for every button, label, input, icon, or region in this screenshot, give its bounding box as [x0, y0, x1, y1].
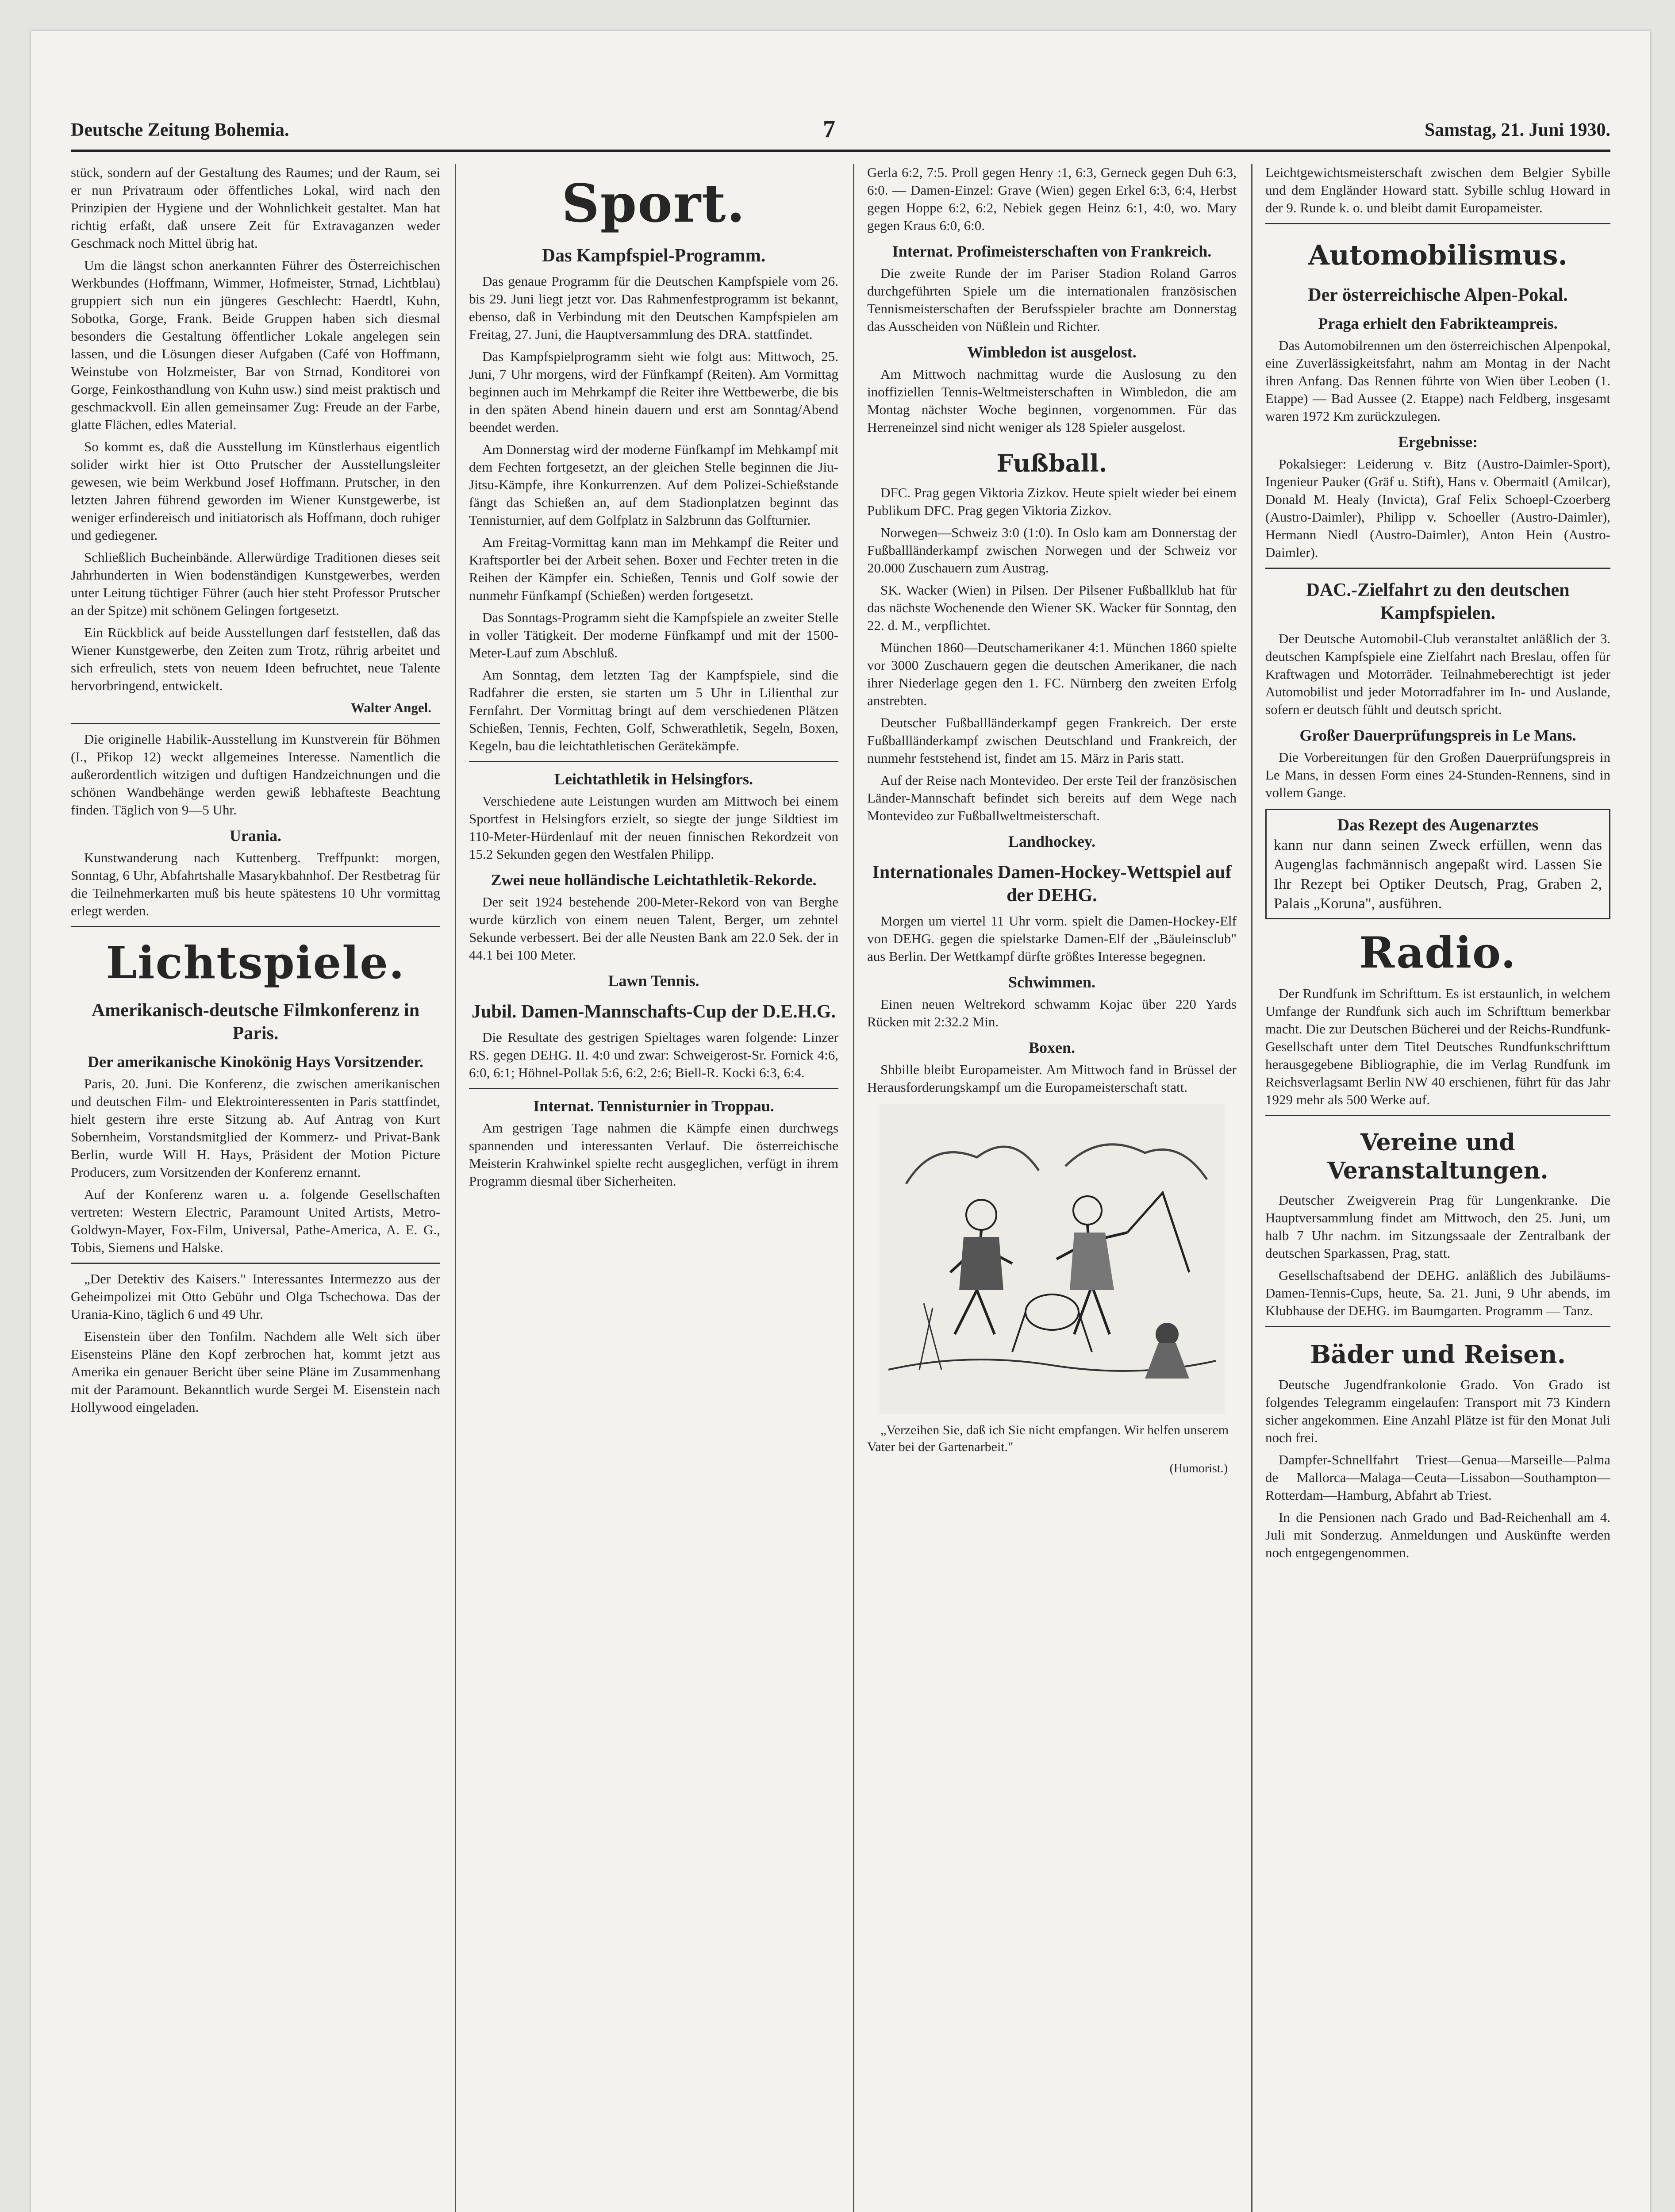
article-text: Auf der Reise nach Montevideo. Der erste Teil der französischen Länder-Mannschaft befindet sich bereits auf dem Wege nach Montevideo zur Fußballweltmeisterschaft.	[867, 772, 1237, 823]
article-headline: Internationales Damen-Hockey-Wettspiel auf der DEHG.	[872, 862, 1232, 906]
section-heading: Lawn Tennis.	[608, 972, 699, 990]
ad-text: kann nur dann seinen Zweck erfüllen, wenn das Augenglas fachmännisch angepaßt wird. Lassen Sie Ihr Rezept bei Optiker Deutsch, Prag, Graben 2, Palais „Koruna", ausführen.	[1274, 837, 1602, 912]
section-title-vereine: Vereine und Veranstaltungen.	[1327, 1129, 1548, 1184]
article-text: Verschiedene aute Leistungen wurden am Mittwoch bei einem Sportfest in Helsingfors erzielt, so siegte der junge Sildtiest im 110-Meter-Hürdenlauf mit der neuen finnischen Rekordzeit von 15.2 Sekunden gegen den Westfalen Philipp.	[469, 793, 838, 862]
ad-headline: Das Rezept des Augenarztes	[1337, 816, 1539, 834]
article-text: Gerla 6:2, 7:5. Proll gegen Henry :1, 6:3, Gerneck gegen Duh 6:3, 6:0. — Damen-Einzel: Grave (Wien) gegen Erkel 6:3, 6:4, Herbst gegen Hoppe 6:2, 6:2, Nebiek gegen Heinz 6:1, 4:0, wo. Mary gegen Kraus 6:0, 6:0.	[867, 165, 1237, 233]
article-headline: Internat. Profimeisterschaften von Frankreich.	[892, 242, 1212, 260]
section-title-baeder: Bäder und Reisen.	[1310, 1340, 1566, 1369]
divider	[1265, 568, 1610, 569]
article-headline: Internat. Tennisturnier in Troppau.	[533, 1097, 774, 1115]
article-text: Auf der Konferenz waren u. a. folgende Gesellschaften vertreten: Western Electric, Paramount United Artists, Metro-Goldwyn-Mayer, Fox-Film, Universal, Pathe-America, A. E. G., Tobis, Siemens und Halske.	[71, 1187, 440, 1255]
article-text: Die Vorbereitungen für den Großen Dauerprüfungspreis in Le Mans, in dessen Form eines 24-Stunden-Rennens, sind in vollem Gange.	[1265, 749, 1610, 800]
article-text: Das Automobilrennen um den österreichischen Alpenpokal, eine Zuverlässigkeitsfahrt, nahm am Montag in der Nacht ihren Anfang. Das Rennen führte von Wien über Leoben (1. Etappe) — Bad Aussee (2. Etappe) nach Feldberg, insgesamt waren 1972 Km zurückzulegen.	[1265, 338, 1610, 424]
section-heading: Boxen.	[1028, 1039, 1075, 1056]
article-subheadline: Der amerikanische Kinokönig Hays Vorsitzender.	[87, 1053, 424, 1071]
article-text: Pokalsieger: Leiderung v. Bitz (Austro-Daimler-Sport), Ingenieur Pauker (Gräf u. Stift), Hans v. Obermaitl (Amilcar), Donald M. Healy (Invicta), Graf Felix Schoepl-Czoerberg (Austro-Daimler), Philipp v. Schoeller (Austro-Daimler), Hermann Niedl (Austro-Daimler), Anton Hein (Austro-Daimler).	[1265, 456, 1610, 560]
cartoon-drawing	[880, 1104, 1225, 1414]
article-text: Die zweite Runde der im Pariser Stadion Roland Garros durchgeführten Spiele um die internationalen französischen Tennismeisterschaften der Berufsspieler brachte am Donnerstag das Ausscheiden von Nüßlein und Richter.	[867, 265, 1237, 334]
article-text: Der Deutsche Automobil-Club veranstaltet anläßlich der 3. deutschen Kampfspiele eine Zielfahrt nach Breslau, offen für Kraftwagen und Motorräder. Teilnahmeberechtigt ist jeder Automobilist und jeder Motorradfahrer im In- und Auslande, sofern er deutsch fühlt und deutsch spricht.	[1265, 631, 1610, 717]
article-headline: Großer Dauerprüfungspreis in Le Mans.	[1299, 726, 1576, 744]
column-2	[469, 164, 838, 2212]
article-text: Paris, 20. Juni. Die Konferenz, die zwischen amerikanischen und deutschen Film- und Elektrointeressenten in Paris stattfindet, hielt gestern ihre erste Sitzung ab. Auf Antrag von Kurt Sobernheim, Vorstandsmitglied der Kommerz- und Privat-Bank Berlin, wurde Will H. Hays, Präsident der Motion Picture Producers, zum Vorsitzenden der Konferenz ernannt.	[71, 1076, 440, 1180]
article-text: München 1860—Deutschamerikaner 4:1. München 1860 spielte vor 3000 Zuschauern gegen die deutschen Amerikaner, die nach ihrer Niederlage gegen den 1. FC. Nürnberg den zweiten Erfolg anstrebten.	[867, 640, 1237, 708]
article-text: Am Mittwoch nachmittag wurde die Auslosung zu den inoffiziellen Tennis-Weltmeisterschaften in Wimbledon, die am Montag nächster Woche beginnen, vorgenommen. Für das Herreneinzel sind nicht weniger als 128 Spieler ausgelost.	[867, 366, 1237, 435]
section-heading: Urania.	[230, 827, 281, 845]
article-headline: Wimbledon ist ausgelost.	[967, 343, 1137, 361]
masthead-rule	[71, 150, 1610, 152]
column-divider	[455, 164, 456, 2212]
cartoon-illustration	[880, 1104, 1225, 1414]
article-text: Der Rundfunk im Schrifttum. Es ist erstaunlich, in welchem Umfange der Rundfunk sich auch im Schrifttum bemerkbar macht. Die zur Deutschen Bücherei und der Reichs-Rundfunk-Gesellschaft unter dem Titel Deutsches Rundfunkschrifttum herausgegebene Bibliographie, die im Verlag Rundfunk im Reichsverlagsamt Berlin NW 40 erschienen, führt für das Jahr 1929 mehr als 500 Werke auf.	[1265, 986, 1610, 1107]
article-text: Am Sonntag, dem letzten Tag der Kampfspiele, sind die Radfahrer die ersten, sie starten um 5 Uhr in Lilienthal zur Fernfahrt. Der Vormittag bringt auf dem verschiedenen Plätzen Schießen, Tennis, Fechten, Golf, Schwerathletik, Segeln, Boxen, Kegeln, bau die leichtathletischen Gerätekämpfe.	[469, 667, 838, 753]
divider	[71, 723, 440, 724]
article-text: Deutsche Jugendfrankolonie Grado. Von Grado ist folgendes Telegramm eingelaufen: Transport mit 73 Kindern sicher angekommen. Eine Anzahl Plätze ist für den Monat Juli noch frei.	[1265, 1377, 1610, 1445]
article-text: Am Donnerstag wird der moderne Fünfkampf im Mehkampf mit dem Fechten fortgesetzt, an der gleichen Stelle beginnen die Jiu-Jitsu-Kämpfe, ihre Konkurrenzen. Auf dem Polizei-Schießstande fängt das Schießen an, auf dem Stadionplatzen beginnt das Tennisturnier, auf dem Golfplatz in Salzbrunn das Golfturnier.	[469, 442, 838, 528]
article-text: Ein Rückblick auf beide Ausstellungen darf feststellen, daß das Wiener Kunstgewerbe, den Zeiten zum Trotz, rührig arbeitet und sich erfreulich, stets von neuem Ideen befruchtet, neue Talente hervorbringend, entwickelt.	[71, 625, 440, 693]
article-text: Schließlich Bucheinbände. Allerwürdige Traditionen dieses seit Jahrhunderten in Wien bodenständigen Kunstgewerbes, werden unter Leitung tüchtiger Führer (auch hier steht Professor Prutscher an der Spitze) mit schönem Gelingen fortgesetzt.	[71, 549, 440, 618]
paper-name: Deutsche Zeitung Bohemia.	[71, 120, 289, 140]
column-3	[867, 164, 1237, 2212]
notice-text: Kunstwanderung nach Kuttenberg. Treffpunkt: morgen, Sonntag, 6 Uhr, Abfahrtshalle Masarykbahnhof. Der Restbetrag für die Teilnehmerkarten muß bis heute spätestens 10 Uhr vormittag erlegt werden.	[71, 850, 440, 918]
column-4	[1265, 164, 1610, 2212]
section-title-lichtspiele: Lichtspiele.	[106, 937, 405, 989]
article-text: Shbille bleibt Europameister. Am Mittwoch fand in Brüssel der Herausforderungskampf um die Europameisterschaft statt.	[867, 1062, 1237, 1095]
article-text: Dampfer-Schnellfahrt Triest—Genua—Marseille—Palma de Mallorca—Malaga—Ceuta—Lissabon—Southampton—Rotterdam—Hamburg, Abfahrt ab Triest.	[1265, 1452, 1610, 1503]
column-divider	[853, 164, 854, 2212]
article-text: stück, sondern auf der Gestaltung des Raumes; und der Raum, sei er nun Privatraum oder öffentliches Lokal, wird nach den Prinzipien der Hygiene und der Wohnlichkeit gestaltet. Man hat richtig erfaßt, daß unsere Zeit für Extravaganzen weder Geschmack noch Mittel übrig hat.	[71, 165, 440, 251]
article-text: SK. Wacker (Wien) in Pilsen. Der Pilsener Fußballklub hat für das nächste Wochenende den Wiener SK. Wacker für Sonntag, den 22. d. M., verpflichtet.	[867, 582, 1237, 633]
article-subheadline: Praga erhielt den Fabrikteampreis.	[1318, 315, 1558, 332]
article-text: Deutscher Zweigverein Prag für Lungenkranke. Die Hauptversammlung findet am Mittwoch, den 25. Juni, um halb 7 Uhr nachm. im Sitzungssaale der Zentralbank der deutschen Sparkassen, Prag, statt.	[1265, 1192, 1610, 1261]
cartoon-caption: „Verzeihen Sie, daß ich Sie nicht empfangen. Wir helfen unserem Vater bei der Gartenarbeit."	[867, 1423, 1229, 1454]
section-heading: Landhockey.	[1008, 833, 1096, 850]
article-headline: Amerikanisch-deutsche Filmkonferenz in Paris.	[91, 1000, 420, 1044]
cartoon-credit: (Humorist.)	[1169, 1462, 1228, 1475]
divider	[1265, 1115, 1610, 1116]
article-headline: Jubil. Damen-Mannschafts-Cup der D.E.H.G.	[472, 1002, 836, 1022]
columns	[71, 164, 1610, 2212]
divider	[71, 926, 440, 927]
page-number: 7	[823, 115, 835, 143]
article-text: DFC. Prag gegen Viktoria Zizkov. Heute spielt wieder bei einem Publikum DFC. Prag gegen Viktoria Zizkov.	[867, 485, 1237, 518]
article-headline: DAC.-Zielfahrt zu den deutschen Kampfspielen.	[1306, 580, 1570, 623]
article-text: So kommt es, daß die Ausstellung im Künstlerhaus eigentlich solider wirkt hier ist Otto Prutscher der Ausstellungsleiter gewesen, wie beim Werkbund Josef Hoffmann. Prutscher, in den letzten Jahren führend geworden im Wiener Kunstgewerbe, ist weniger erfindereisch und initiatorisch als Hoffmann, doch ruhiger und gediegener.	[71, 439, 440, 543]
article-text: Das genaue Programm für die Deutschen Kampfspiele vom 26. bis 29. Juni liegt jetzt vor. Das Rahmenfestprogramm ist bekannt, ebenso, daß in Verbindung mit den Deutschen Kampfspielen am Freitag, 27. Juni, die Hauptversammlung des DRA. stattfindet.	[469, 273, 838, 342]
article-text: Norwegen—Schweiz 3:0 (1:0). In Oslo kam am Donnerstag der Fußballländerkampf zwischen Norwegen und der Schweiz vor 20.000 Zuschauern zum Austrag.	[867, 525, 1237, 576]
article-text: Der seit 1924 bestehende 200-Meter-Rekord von van Berghe wurde kürzlich von einem neuen Talent, Berger, um zehntel Sekunde verbessert. Bei der alle Neusten Bank am 22.0 Sek. der in 44.1 bei 100 Meter.	[469, 894, 838, 963]
article-text: Am Freitag-Vormittag kann man im Mehkampf die Reiter und Kraftsportler bei der Arbeit sehen. Boxer und Fechter treten in die Reihen der Kämpfer ein. Schießen, Tennis und Golf sowie der nunmehr Fünfkampf (Schießen) werden fortgesetzt.	[469, 534, 838, 603]
divider	[1265, 223, 1610, 224]
divider	[469, 761, 838, 762]
section-heading: Fußball.	[996, 449, 1107, 477]
article-text: Die Resultate des gestrigen Spieltages waren folgende: Linzer RS. gegen DEHG. II. 4:0 und zwar: Schweigerost-Sr. Fornick 4:6, 6:0, 6:1; Höhnel-Pollak 5:6, 6:2, 2:6; Biell-R. Kocki 6:3, 6:4.	[469, 1029, 838, 1080]
article-text: Um die längst schon anerkannten Führer des Österreichischen Werkbundes (Hoffmann, Wimmer, Hofmeister, Strnad, Lichtblau) gruppiert sich nun ein jüngeres Geschlecht: Haerdtl, Kuhn, Sobotka, Gorge, Frank. Beide Gruppen haben sich diesmal besonders die Gestaltung öffentlicher Lokale angelegen sein lassen, und die Lösungen dieser Aufgaben (Café von Hoffmann, Weinstube von Holzmeister, Bar von Strnad, Konditorei von Gorge, Feinkosthandlung von Kuhn usw.) sind meist praktisch und geschmackvoll. Ein allen gemeinsamer Zug: Freude an der Farbe, glatte Flächen, edles Material.	[71, 257, 440, 432]
article-text: Einen neuen Weltrekord schwamm Kojac über 220 Yards Rücken mit 2:32.2 Min.	[867, 996, 1237, 1029]
article-headline: Das Kampfspiel-Programm.	[542, 246, 766, 266]
masthead	[71, 115, 1610, 146]
section-title-sport: Sport.	[561, 173, 746, 234]
section-title-radio: Radio.	[1359, 928, 1517, 978]
article-headline: Leichtathletik in Helsingfors.	[554, 770, 753, 788]
article-headline: Der österreichische Alpen-Pokal.	[1308, 285, 1568, 305]
article-text: Leichtgewichtsmeisterschaft zwischen dem Belgier Sybille und dem Engländer Howard statt. Sybille schlug Howard in der 9. Runde k. o. und bleibt damit Europameister.	[1265, 165, 1610, 215]
issue-date: Samstag, 21. Juni 1930.	[1424, 120, 1610, 140]
divider	[71, 1263, 440, 1264]
article-text: „Der Detektiv des Kaisers." Interessantes Intermezzo aus der Geheimpolizei mit Otto Gebühr und Olga Tschechowa. Das der Urania-Kino, täglich 6 und 49 Uhr.	[71, 1271, 440, 1322]
article-text: Gesellschaftsabend der DEHG. anläßlich des Jubiläums-Damen-Tennis-Cups, heute, Sa. 21. Juni, 9 Uhr abends, im Klubhause der DEHG. im Baumgarten. Programm — Tanz.	[1265, 1267, 1610, 1318]
advertisement	[1265, 809, 1610, 919]
article-signature: Walter Angel.	[351, 700, 431, 715]
newspaper-page	[31, 31, 1650, 2212]
article-text: Das Sonntags-Programm sieht die Kampfspiele an zweiter Stelle in voller Tätigkeit. Der moderne Fünfkampf und mit der 1500-Meter-Lauf zum Abschluß.	[469, 610, 838, 661]
article-text: Eisenstein über den Tonfilm. Nachdem alle Welt sich über Eisensteins Pläne den Kopf zerbrochen hat, kommt jetzt aus Amerika ein genauer Bericht über seine Pläne im Zusammenhang mit der Paramount. Bekanntlich wurde Sergei M. Eisenstein nach Hollywood eingeladen.	[71, 1329, 440, 1415]
article-text: In die Pensionen nach Grado und Bad-Reichenhall am 4. Juli mit Sonderzug. Anmeldungen und Auskünfte werden noch entgegengenommen.	[1265, 1509, 1610, 1560]
notice-text: Die originelle Habilik-Ausstellung im Kunstverein für Böhmen (I., Přikop 12) weckt allgemeines Interesse. Namentlich die außerordentlich witzigen und duftigen Handzeichnungen und die schönen Wandbehänge werden gewiß lebhafteste Beachtung finden. Täglich von 9—5 Uhr.	[71, 731, 440, 818]
article-text: Am gestrigen Tage nahmen die Kämpfe einen durchwegs spannenden und interessanten Verlauf. Die österreichische Meisterin Krahwinkel spielte recht ausgeglichen, verfügt in ihrem Programm diesmal über Sicherheiten.	[469, 1120, 838, 1189]
divider	[469, 1088, 838, 1089]
column-divider	[1251, 164, 1252, 2212]
column-1	[71, 164, 440, 2212]
article-text: Deutscher Fußballländerkampf gegen Frankreich. Der erste Fußballländerkampf zwischen Deutschland und Frankreich, der nunmehr feststehend ist, findet am 15. März in Paris statt.	[867, 715, 1237, 766]
article-text: Das Kampfspielprogramm sieht wie folgt aus: Mittwoch, 25. Juni, 7 Uhr morgens, wird der Fünfkampf (Reiten). Am Vormittag beginnen auch im Mehrkampf die Reiter ihre Wettbewerbe, die bis in den späten Abend hinein dauern und erst am Sonntag/Abend beendet werden.	[469, 349, 838, 435]
section-heading: Schwimmen.	[1008, 973, 1095, 991]
section-title-automobilismus: Automobilismus.	[1308, 239, 1568, 271]
article-headline: Zwei neue holländische Leichtathletik-Rekorde.	[491, 871, 817, 889]
article-text: Morgen um viertel 11 Uhr vorm. spielt die Damen-Hockey-Elf von DEHG. gegen die spielstarke Damen-Elf der „Bäuleinsclub" aus Berlin. Der Wettkampf dürfte größtes Interesse begegnen.	[867, 913, 1237, 964]
divider	[1265, 1326, 1610, 1327]
results-heading: Ergebnisse:	[1398, 433, 1478, 451]
